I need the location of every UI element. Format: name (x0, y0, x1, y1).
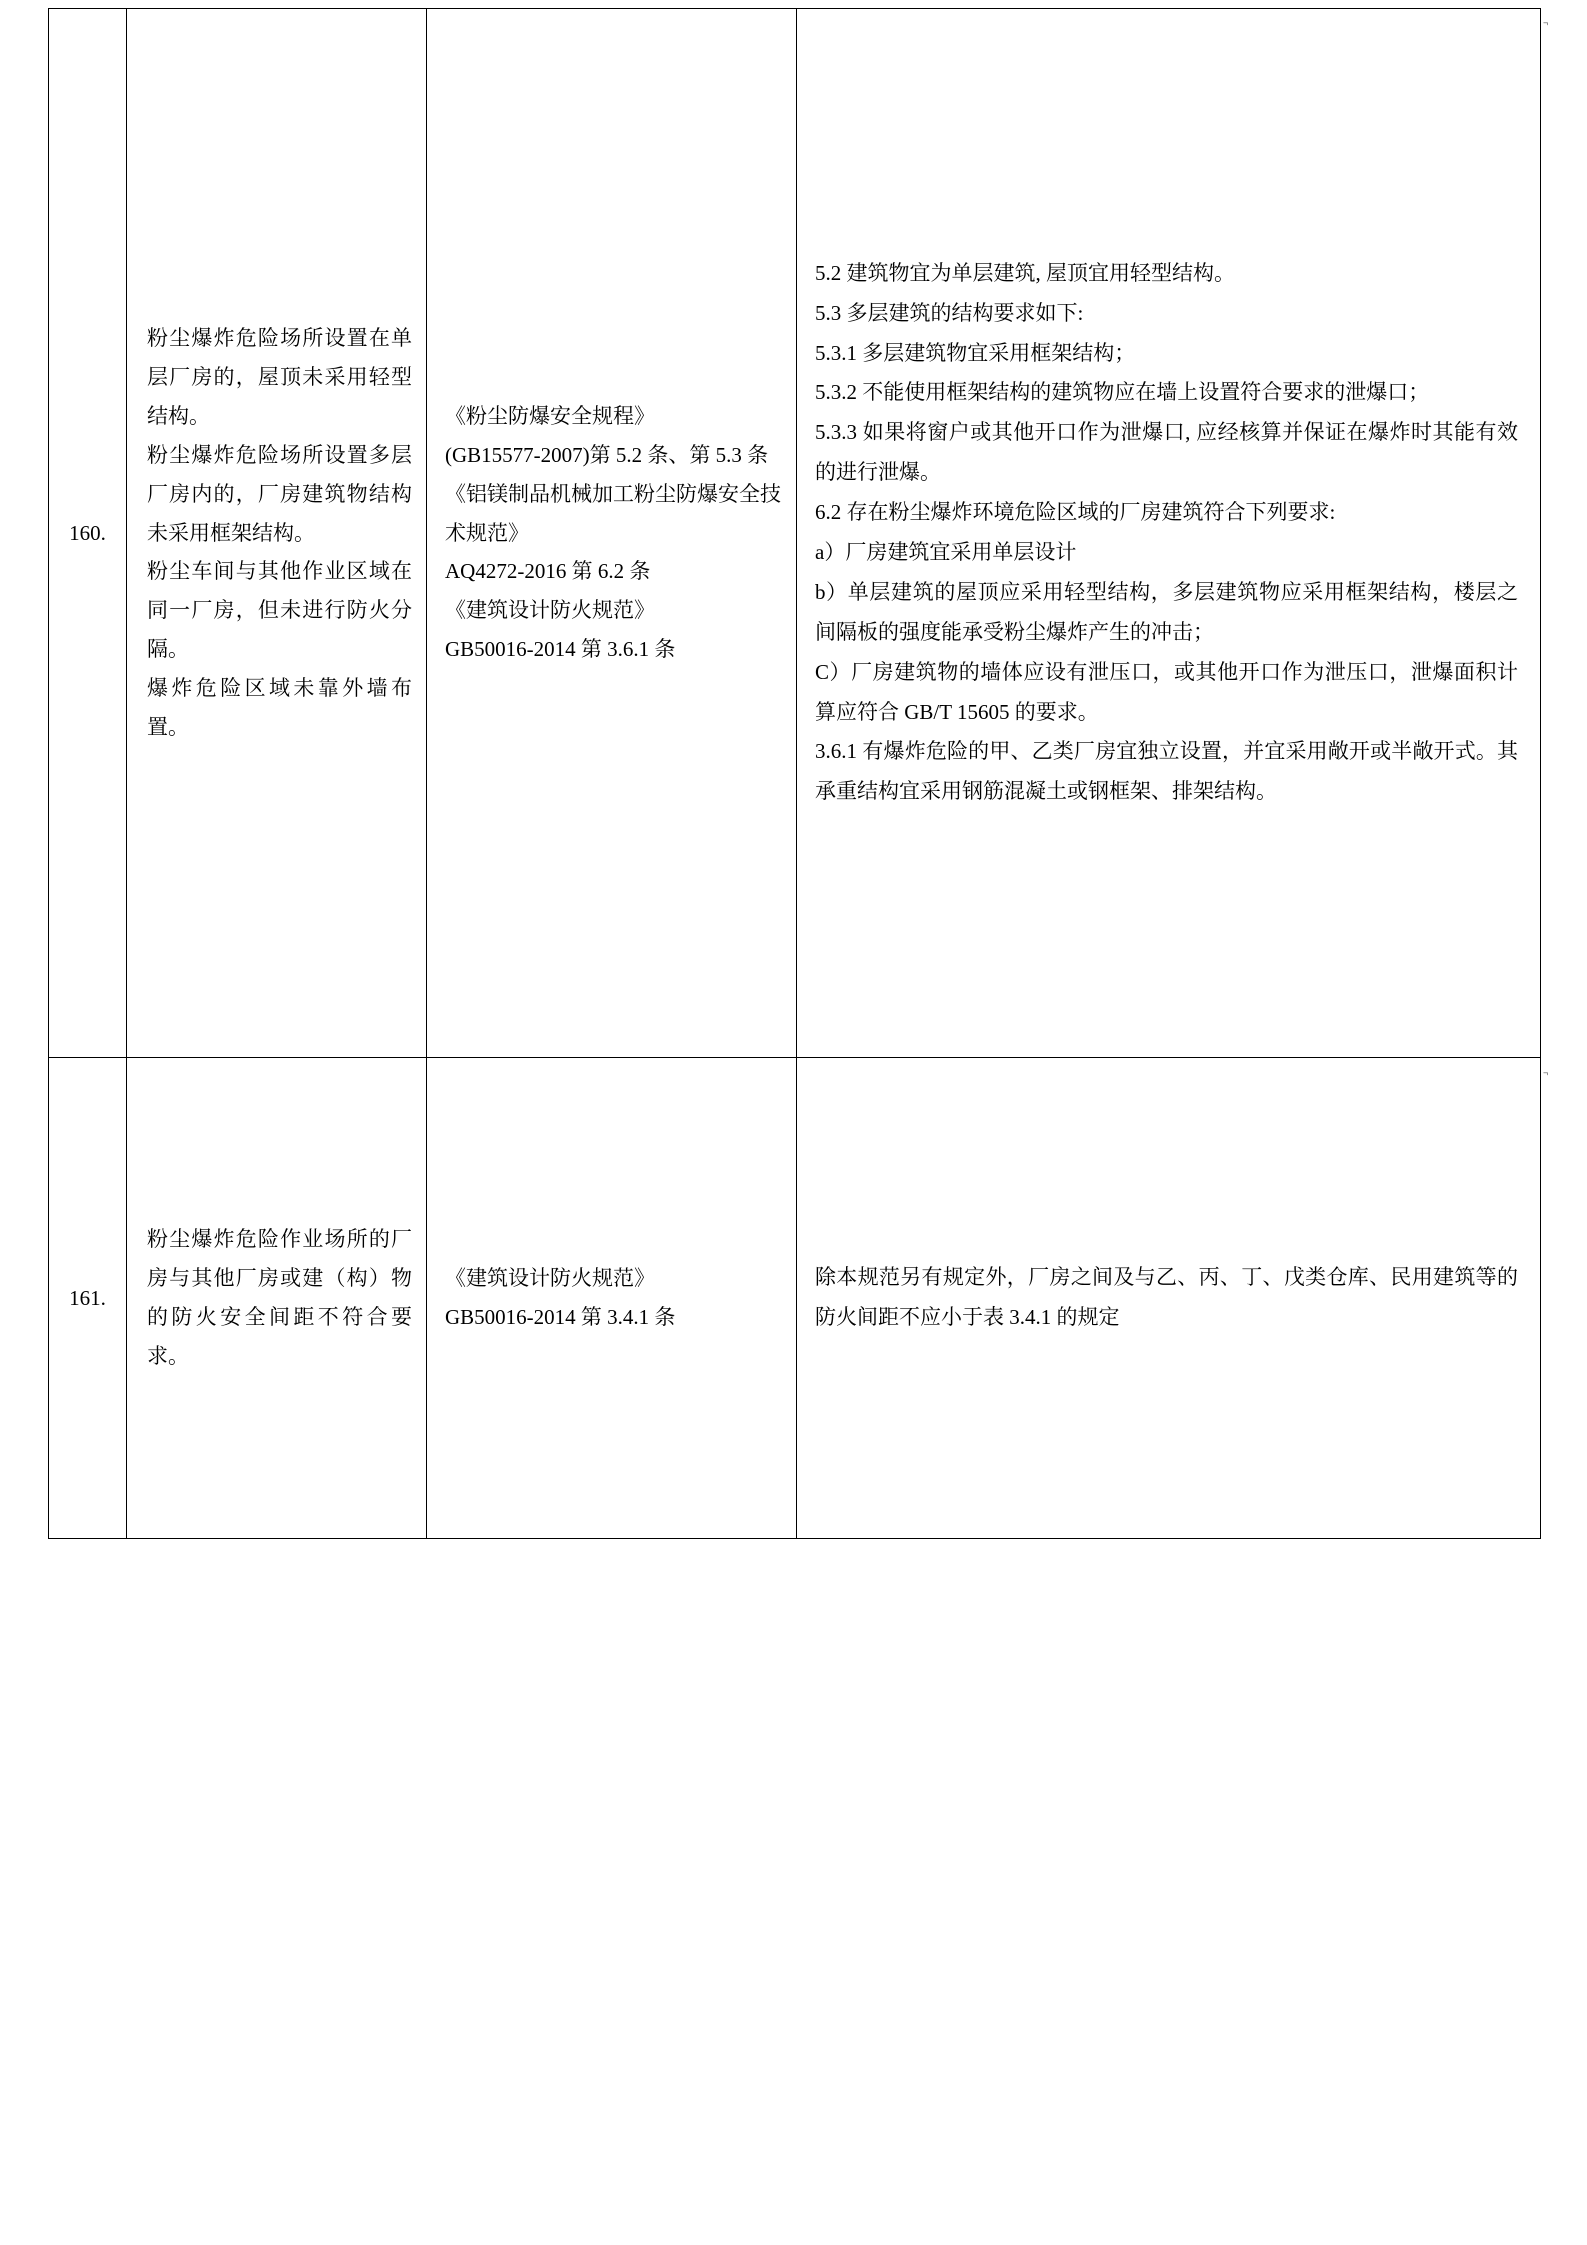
content-line: 除本规范另有规定外，厂房之间及与乙、丙、丁、戊类仓库、民用建筑等的防火间距不应小于表 3.4.1 的规定 (815, 1265, 1518, 1329)
content-line: 5.3.1 多层建筑物宜采用框架结构； (815, 340, 1136, 365)
basis-line: GB50016-2014 第 3.6.1 条 (445, 637, 676, 662)
table-row (49, 9, 1541, 1058)
description-line: 粉尘车间与其他作业区域在同一厂房，但未进行防火分隔。 (147, 559, 412, 662)
row-description (127, 1210, 426, 1385)
content-line: 5.3 多层建筑的结构要求如下: (815, 300, 1084, 325)
basis-line: GB50016-2014 第 3.4.1 条 (445, 1305, 676, 1329)
page-side-mark: ¬ (1543, 18, 1549, 28)
row-number-cell (49, 1058, 127, 1539)
basis-line: 《建筑设计防火规范》 (445, 1266, 655, 1291)
content-line: a）厂房建筑宜采用单层设计 (815, 540, 1077, 564)
table-row (49, 1058, 1541, 1539)
content-line: 5.3.3 如果将窗户或其他开口作为泄爆口, 应经核算并保证在爆炸时其能有效的进行泄爆。 (815, 420, 1518, 485)
content-line: C）厂房建筑物的墙体应设有泄压口，或其他开口作为泄压口，泄爆面积计算应符合 GB/T 15605 的要求。 (815, 659, 1518, 724)
row-basis-cell (427, 9, 797, 1058)
row-basis-cell (427, 1058, 797, 1539)
content-line: 5.2 建筑物宜为单层建筑, 屋顶宜用轻型结构。 (815, 260, 1235, 285)
row-description-cell (127, 1058, 427, 1539)
page-side-mark: ¬ (1543, 1068, 1549, 1078)
row-description-cell (127, 9, 427, 1058)
basis-line: 《建筑设计防火规范》 (445, 598, 655, 623)
row-basis (427, 1249, 796, 1347)
basis-line: 《粉尘防爆安全规程》 (445, 404, 655, 429)
row-content (797, 1248, 1540, 1348)
description-line: 粉尘爆炸危险场所设置多层厂房内的，厂房建筑物结构未采用框架结构。 (147, 442, 412, 545)
content-line: b）单层建筑的屋顶应采用轻型结构，多层建筑物应采用框架结构，楼层之间隔板的强度能承受粉尘爆炸产生的冲击； (815, 579, 1518, 644)
description-line: 爆炸危险区域未靠外墙布置。 (147, 675, 412, 739)
basis-line: (GB15577-2007)第 5.2 条、第 5.3 条 (445, 442, 769, 467)
row-content-cell (797, 9, 1541, 1058)
content-line: 3.6.1 有爆炸危险的甲、乙类厂房宜独立设置，并宜采用敞开或半敞开式。其承重结构宜采用钢筋混凝土或钢框架、排架结构。 (815, 739, 1518, 804)
description-line: 粉尘爆炸危险场所设置在单层厂房的，屋顶未采用轻型结构。 (147, 326, 412, 429)
regulation-table (48, 8, 1541, 1539)
row-description (127, 309, 426, 756)
row-number: 160. (69, 520, 106, 545)
row-content (797, 244, 1540, 822)
row-basis (427, 387, 796, 679)
row-number-cell (49, 9, 127, 1058)
row-number: 161. (69, 1285, 106, 1310)
basis-line: 《铝镁制品机械加工粉尘防爆安全技术规范》 (445, 481, 781, 545)
content-line: 6.2 存在粉尘爆炸环境危险区域的厂房建筑符合下列要求: (815, 500, 1336, 525)
row-content-cell (797, 1058, 1541, 1539)
basis-line: AQ4272-2016 第 6.2 条 (445, 559, 651, 584)
content-line: 5.3.2 不能使用框架结构的建筑物应在墙上设置符合要求的泄爆口； (815, 380, 1430, 405)
description-line: 粉尘爆炸危险作业场所的厂房与其他厂房或建（构）物的防火安全间距不符合要求。 (147, 1227, 412, 1368)
